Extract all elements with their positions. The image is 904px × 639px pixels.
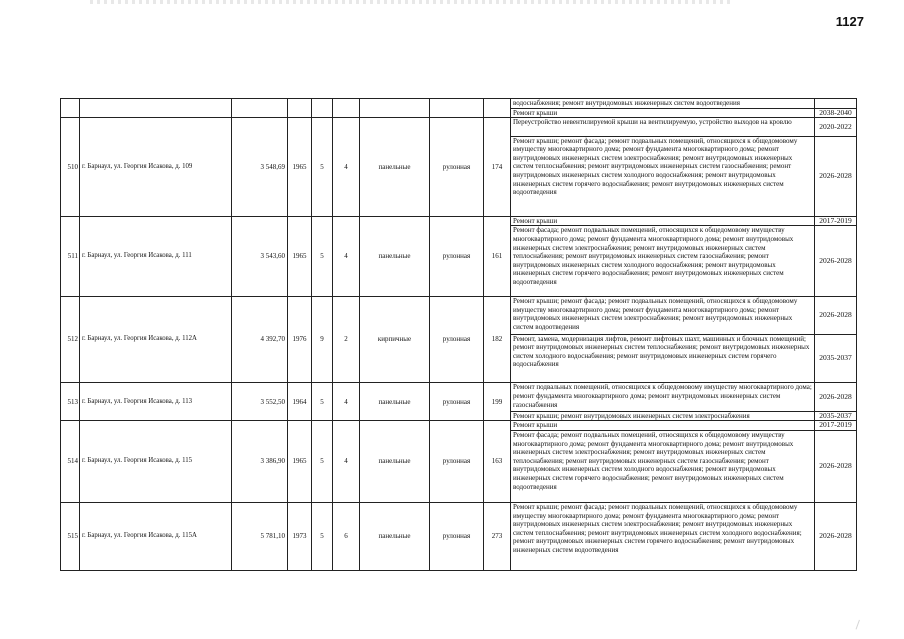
building-address: г. Барнаул, ул. Георгия Исакова, д. 109 (80, 118, 232, 216)
work-description: Ремонт крыши (511, 421, 815, 431)
apartments-count: 163 (484, 421, 511, 503)
roof-type: рулонная (430, 383, 484, 421)
floors-count: 5 (312, 216, 333, 297)
building-address: г. Барнаул, ул. Георгия Исакова, д. 115 (80, 421, 232, 503)
wall-material: кирпичные (360, 297, 430, 383)
roof-type: рулонная (430, 216, 484, 297)
build-year: 1973 (288, 502, 312, 570)
roof-type: рулонная (430, 118, 484, 216)
building-address: г. Барнаул, ул. Георгия Исакова, д. 112А (80, 297, 232, 383)
work-period: 2026-2028 (815, 431, 857, 503)
building-address: г. Барнаул, ул. Георгия Исакова, д. 111 (80, 216, 232, 297)
floors-count: 5 (312, 502, 333, 570)
work-period: 2017-2019 (815, 421, 857, 431)
work-description: Ремонт крыши; ремонт фасада; ремонт подвальных помещений, относящихся к общедомовому имуществу многоквартирного дома; ремонт фундамента многоквартирного дома; ремонт внутридомовых инженерных систем электроснабжения; ремонт внутридомовых инженерных систем теплоснабжения; ремонт внутридомовых инженерных систем газоснабжения; ремонт внутридомовых инженерных систем холодного водоснабжения; ремонт внутридомовых инженерных систем горячего водоснабжения; ремонт внутридомовых инженерных систем водоотведения (511, 136, 815, 216)
table-row-building-510 (61, 118, 857, 136)
entrances-count: 4 (333, 118, 360, 216)
wall-material: панельные (360, 216, 430, 297)
repair-schedule-table (60, 98, 852, 571)
roof-type: рулонная (430, 502, 484, 570)
entrances-count: 4 (333, 421, 360, 503)
entrances-count: 6 (333, 502, 360, 570)
wall-material: панельные (360, 502, 430, 570)
scan-artifact (856, 620, 868, 632)
work-description: Ремонт крыши (511, 108, 815, 118)
apartments-count: 161 (484, 216, 511, 297)
total-area: 5 781,10 (232, 502, 288, 570)
build-year: 1965 (288, 216, 312, 297)
work-period: 2026-2028 (815, 502, 857, 570)
row-number: 511 (61, 216, 80, 297)
build-year: 1964 (288, 383, 312, 421)
total-area: 3 552,50 (232, 383, 288, 421)
wall-material: панельные (360, 118, 430, 216)
floors-count: 5 (312, 421, 333, 503)
work-description: Переустройство невентилируемой крыши на вентилируемую, устройство выходов на кровлю (511, 118, 815, 136)
work-description: Ремонт фасада; ремонт подвальных помещений, относящихся к общедомовому имуществу многоквартирного дома; ремонт фундамента многоквартирного дома; ремонт внутридомовых инженерных систем электроснабжения; ремонт внутридомовых инженерных систем теплоснабжения; ремонт внутридомовых инженерных систем газоснабжения; ремонт внутридомовых инженерных систем холодного водоснабжения; ремонт внутридомовых инженерных систем горячего водоснабжения; ремонт внутридомовых инженерных систем водоотведения (511, 226, 815, 297)
entrances-count: 4 (333, 216, 360, 297)
roof-type: рулонная (430, 297, 484, 383)
row-number: 512 (61, 297, 80, 383)
table-row-building-511 (61, 216, 857, 226)
work-description: Ремонт крыши (511, 216, 815, 226)
total-area: 3 548,69 (232, 118, 288, 216)
floors-count: 9 (312, 297, 333, 383)
page-number: 1127 (835, 14, 864, 29)
work-description: Ремонт крыши; ремонт фасада; ремонт подвальных помещений, относящихся к общедомовому имуществу многоквартирного дома; ремонт фундамента многоквартирного дома; ремонт внутридомовых инженерных систем электроснабжения; ремонт внутридомовых инженерных систем водоотведения (511, 297, 815, 334)
floors-count: 5 (312, 383, 333, 421)
work-period: 2026-2028 (815, 226, 857, 297)
wall-material: панельные (360, 421, 430, 503)
work-period: 2026-2028 (815, 383, 857, 411)
apartments-count: 182 (484, 297, 511, 383)
work-period: 2026-2028 (815, 297, 857, 334)
row-number: 510 (61, 118, 80, 216)
work-period: 2035-2037 (815, 334, 857, 383)
table-row-building-515 (61, 502, 857, 570)
table-row-building-513 (61, 383, 857, 411)
table-row-building-512 (61, 297, 857, 334)
apartments-count: 199 (484, 383, 511, 421)
total-area: 3 543,60 (232, 216, 288, 297)
build-year: 1965 (288, 118, 312, 216)
scan-artifact (90, 0, 730, 4)
apartments-count: 273 (484, 502, 511, 570)
row-number: 514 (61, 421, 80, 503)
floors-count: 5 (312, 118, 333, 216)
building-address: г. Барнаул, ул. Георгия Исакова, д. 113 (80, 383, 232, 421)
work-description: Ремонт крыши; ремонт фасада; ремонт подвальных помещений, относящихся к общедомовому имуществу многоквартирного дома; ремонт фундамента многоквартирного дома; ремонт внутридомовых инженерных систем электроснабжения; ремонт внутридомовых инженерных систем теплоснабжения; ремонт внутридомовых инженерных систем холодного водоснабжения; ремонт внутридомовых инженерных систем горячего водоснабжения; ремонт внутридомовых инженерных систем водоотведения (511, 502, 815, 570)
entrances-count: 4 (333, 383, 360, 421)
row-number: 515 (61, 502, 80, 570)
build-year: 1965 (288, 421, 312, 503)
total-area: 4 392,70 (232, 297, 288, 383)
work-description: Ремонт подвальных помещений, относящихся к общедомовому имуществу многоквартирного дома; ремонт фундамента многоквартирного дома; ремонт внутридомовых инженерных систем газоснабжения (511, 383, 815, 411)
work-description: водоснабжения; ремонт внутридомовых инженерных систем водоотведения (511, 99, 815, 109)
wall-material: панельные (360, 383, 430, 421)
roof-type: рулонная (430, 421, 484, 503)
total-area: 3 386,90 (232, 421, 288, 503)
work-description: Ремонт фасада; ремонт подвальных помещений, относящихся к общедомовому имуществу многоквартирного дома; ремонт фундамента многоквартирного дома; ремонт внутридомовых инженерных систем электроснабжения; ремонт внутридомовых инженерных систем теплоснабжения; ремонт внутридомовых инженерных систем газоснабжения; ремонт внутридомовых инженерных систем холодного водоснабжения; ремонт внутридомовых инженерных систем горячего водоснабжения; ремонт внутридомовых инженерных систем водоотведения (511, 431, 815, 503)
work-period: 2035-2037 (815, 411, 857, 421)
work-description: Ремонт, замена, модернизация лифтов, ремонт лифтовых шахт, машинных и блочных помещений; ремонт внутридомовых инженерных систем теплоснабжения; ремонт внутридомовых инженерных систем холодного водоснабжения; ремонт внутридомовых инженерных систем горячего водоснабжения (511, 334, 815, 383)
entrances-count: 2 (333, 297, 360, 383)
row-number: 513 (61, 383, 80, 421)
work-period: 2038-2040 (815, 108, 857, 118)
apartments-count: 174 (484, 118, 511, 216)
work-period: 2020-2022 (815, 118, 857, 136)
work-description: Ремонт крыши; ремонт внутридомовых инженерных систем электроснабжения (511, 411, 815, 421)
work-period: 2017-2019 (815, 216, 857, 226)
building-address: г. Барнаул, ул. Георгия Исакова, д. 115А (80, 502, 232, 570)
table-row-continuation (61, 99, 857, 109)
table-row-building-514 (61, 421, 857, 431)
build-year: 1976 (288, 297, 312, 383)
work-period: 2026-2028 (815, 136, 857, 216)
